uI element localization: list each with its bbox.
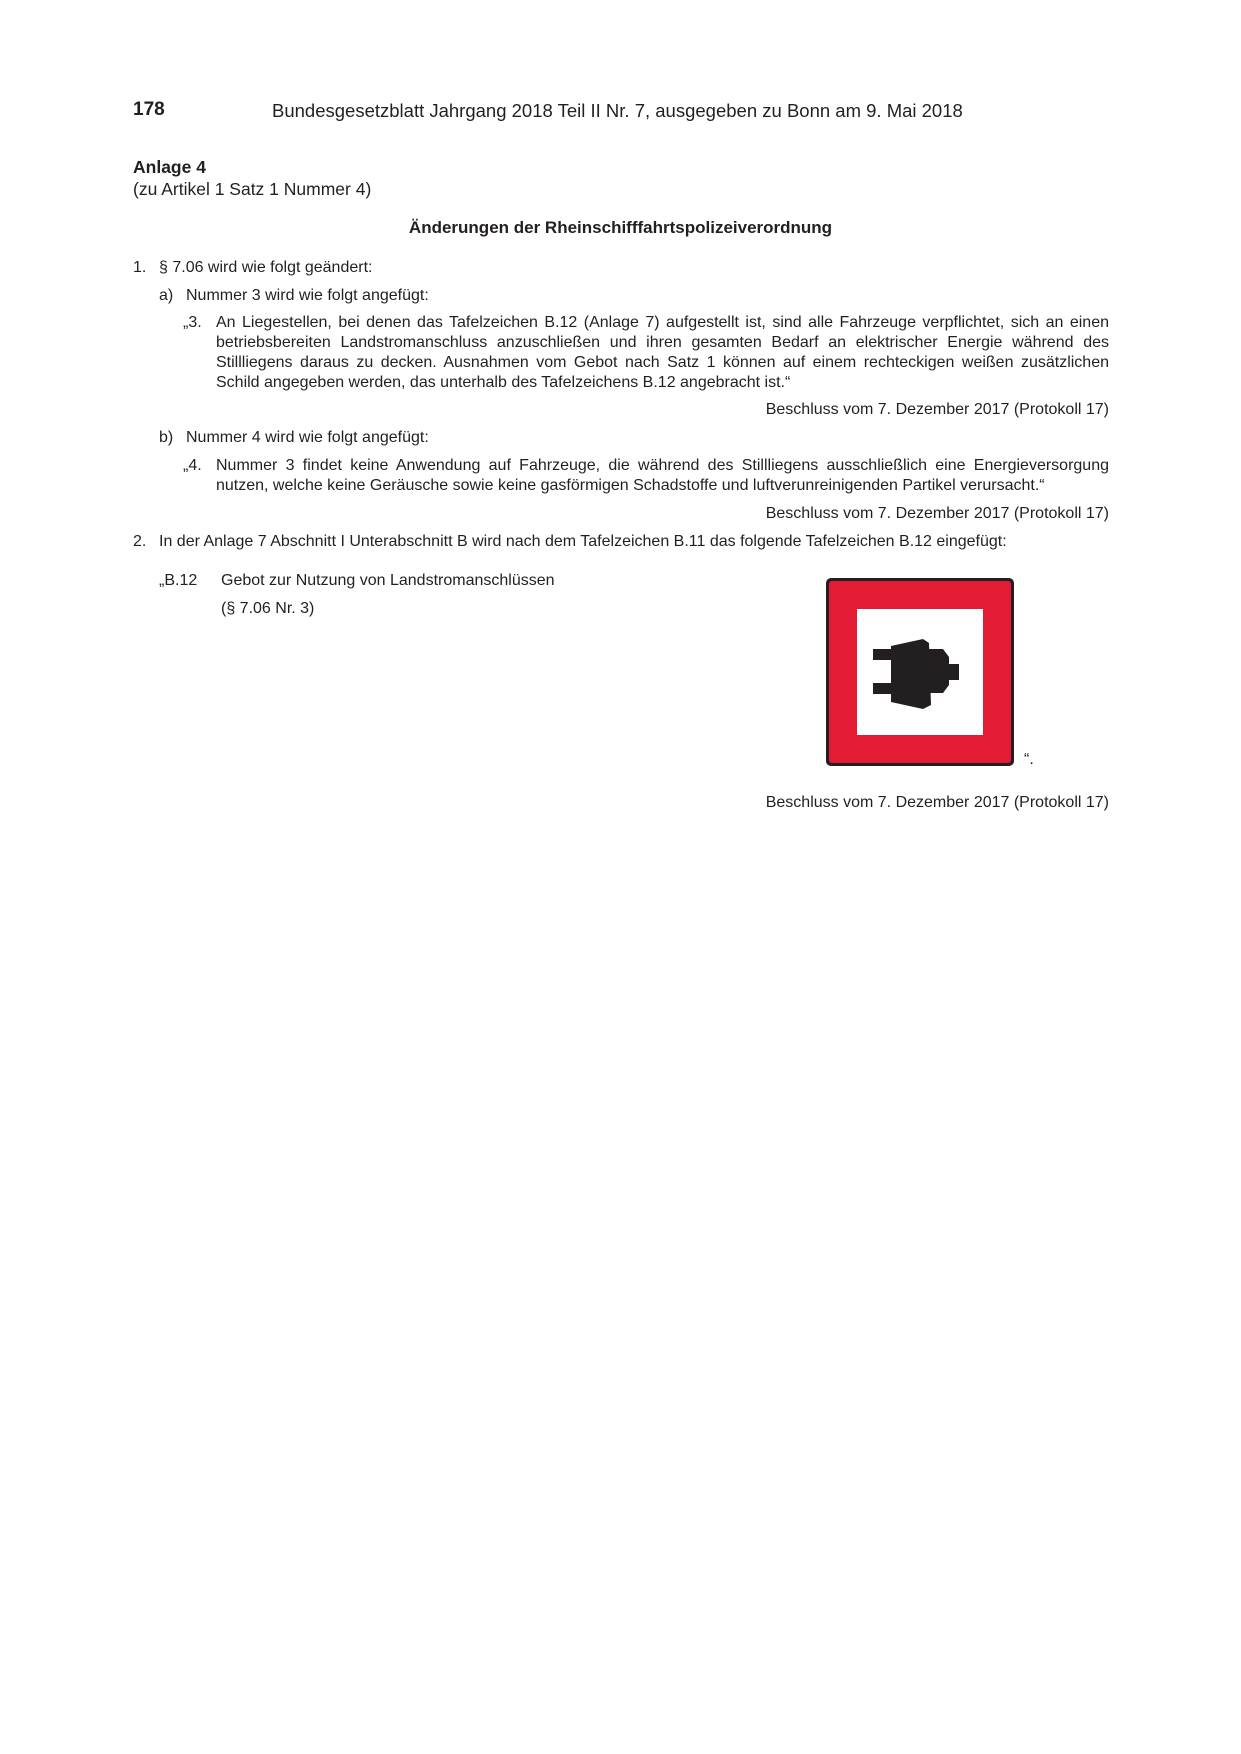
item-1b-marker: b) bbox=[159, 429, 174, 446]
annex-title: Anlage 4 bbox=[133, 157, 206, 177]
item-1b-quote-text: Nummer 3 findet keine Anwendung auf Fahrzeuge, die während des Stillliegens ausschließlich eine Energieversorgung nutzen, welche keine Geräusche sowie keine gasförmigen Schadstoffe und luftverunreinigenden Partikel verursacht.“ bbox=[216, 457, 1109, 494]
item-1b-quote-marker: „4. bbox=[183, 457, 202, 474]
document-title: Änderungen der Rheinschifffahrtspolizeiverordnung bbox=[408, 218, 833, 237]
item-1a-quote-marker: „3. bbox=[183, 314, 202, 331]
item-1a-quote-text: An Liegestellen, bei denen das Tafelzeichen B.12 (Anlage 7) aufgestellt ist, sind alle Fahrzeuge verpflichtet, sich an einen betriebsbereiten Landstromanschluss anzuschließen und ihren gesamten Bedarf an elektrischer Energie während des Stillliegens daraus zu decken. Ausnahmen vom Gebot nach Satz 1 können auf einem rechteckigen weißen zusätzlichen Schild angegeben werden, das unterhalb des Tafelzeichens B.12 angebracht ist.“ bbox=[216, 314, 1109, 391]
item-2-text: In der Anlage 7 Abschnitt I Unterabschnitt B wird nach dem Tafelzeichen B.11 das folgende Tafelzeichen B.12 eingefügt: bbox=[159, 533, 1007, 550]
sign-reference: (§ 7.06 Nr. 3) bbox=[221, 600, 315, 617]
item-1b-resolution: Beschluss vom 7. Dezember 2017 (Protokoll 17) bbox=[765, 505, 1109, 522]
item-1a-text: Nummer 3 wird wie folgt angefügt: bbox=[186, 287, 429, 304]
sign-b12 bbox=[825, 577, 1015, 767]
item-2-resolution: Beschluss vom 7. Dezember 2017 (Protokoll 17) bbox=[765, 794, 1109, 811]
sign-code: „B.12 bbox=[159, 572, 198, 589]
item-2-number: 2. bbox=[133, 533, 147, 550]
sign-title: Gebot zur Nutzung von Landstromanschlüssen bbox=[221, 572, 555, 589]
shore-power-plug-icon bbox=[825, 577, 1015, 767]
annex-subtitle: (zu Artikel 1 Satz 1 Nummer 4) bbox=[133, 179, 372, 199]
item-1b-text: Nummer 4 wird wie folgt angefügt: bbox=[186, 429, 429, 446]
item-1a-marker: a) bbox=[159, 287, 174, 304]
page-number: 178 bbox=[133, 99, 165, 120]
item-1a-resolution: Beschluss vom 7. Dezember 2017 (Protokoll 17) bbox=[765, 401, 1109, 418]
item-1-text: § 7.06 wird wie folgt geändert: bbox=[159, 259, 373, 276]
item-1-number: 1. bbox=[133, 259, 147, 276]
closing-quote: “. bbox=[1024, 751, 1034, 768]
running-header: Bundesgesetzblatt Jahrgang 2018 Teil II Nr. 7, ausgegeben zu Bonn am 9. Mai 2018 bbox=[272, 100, 963, 121]
